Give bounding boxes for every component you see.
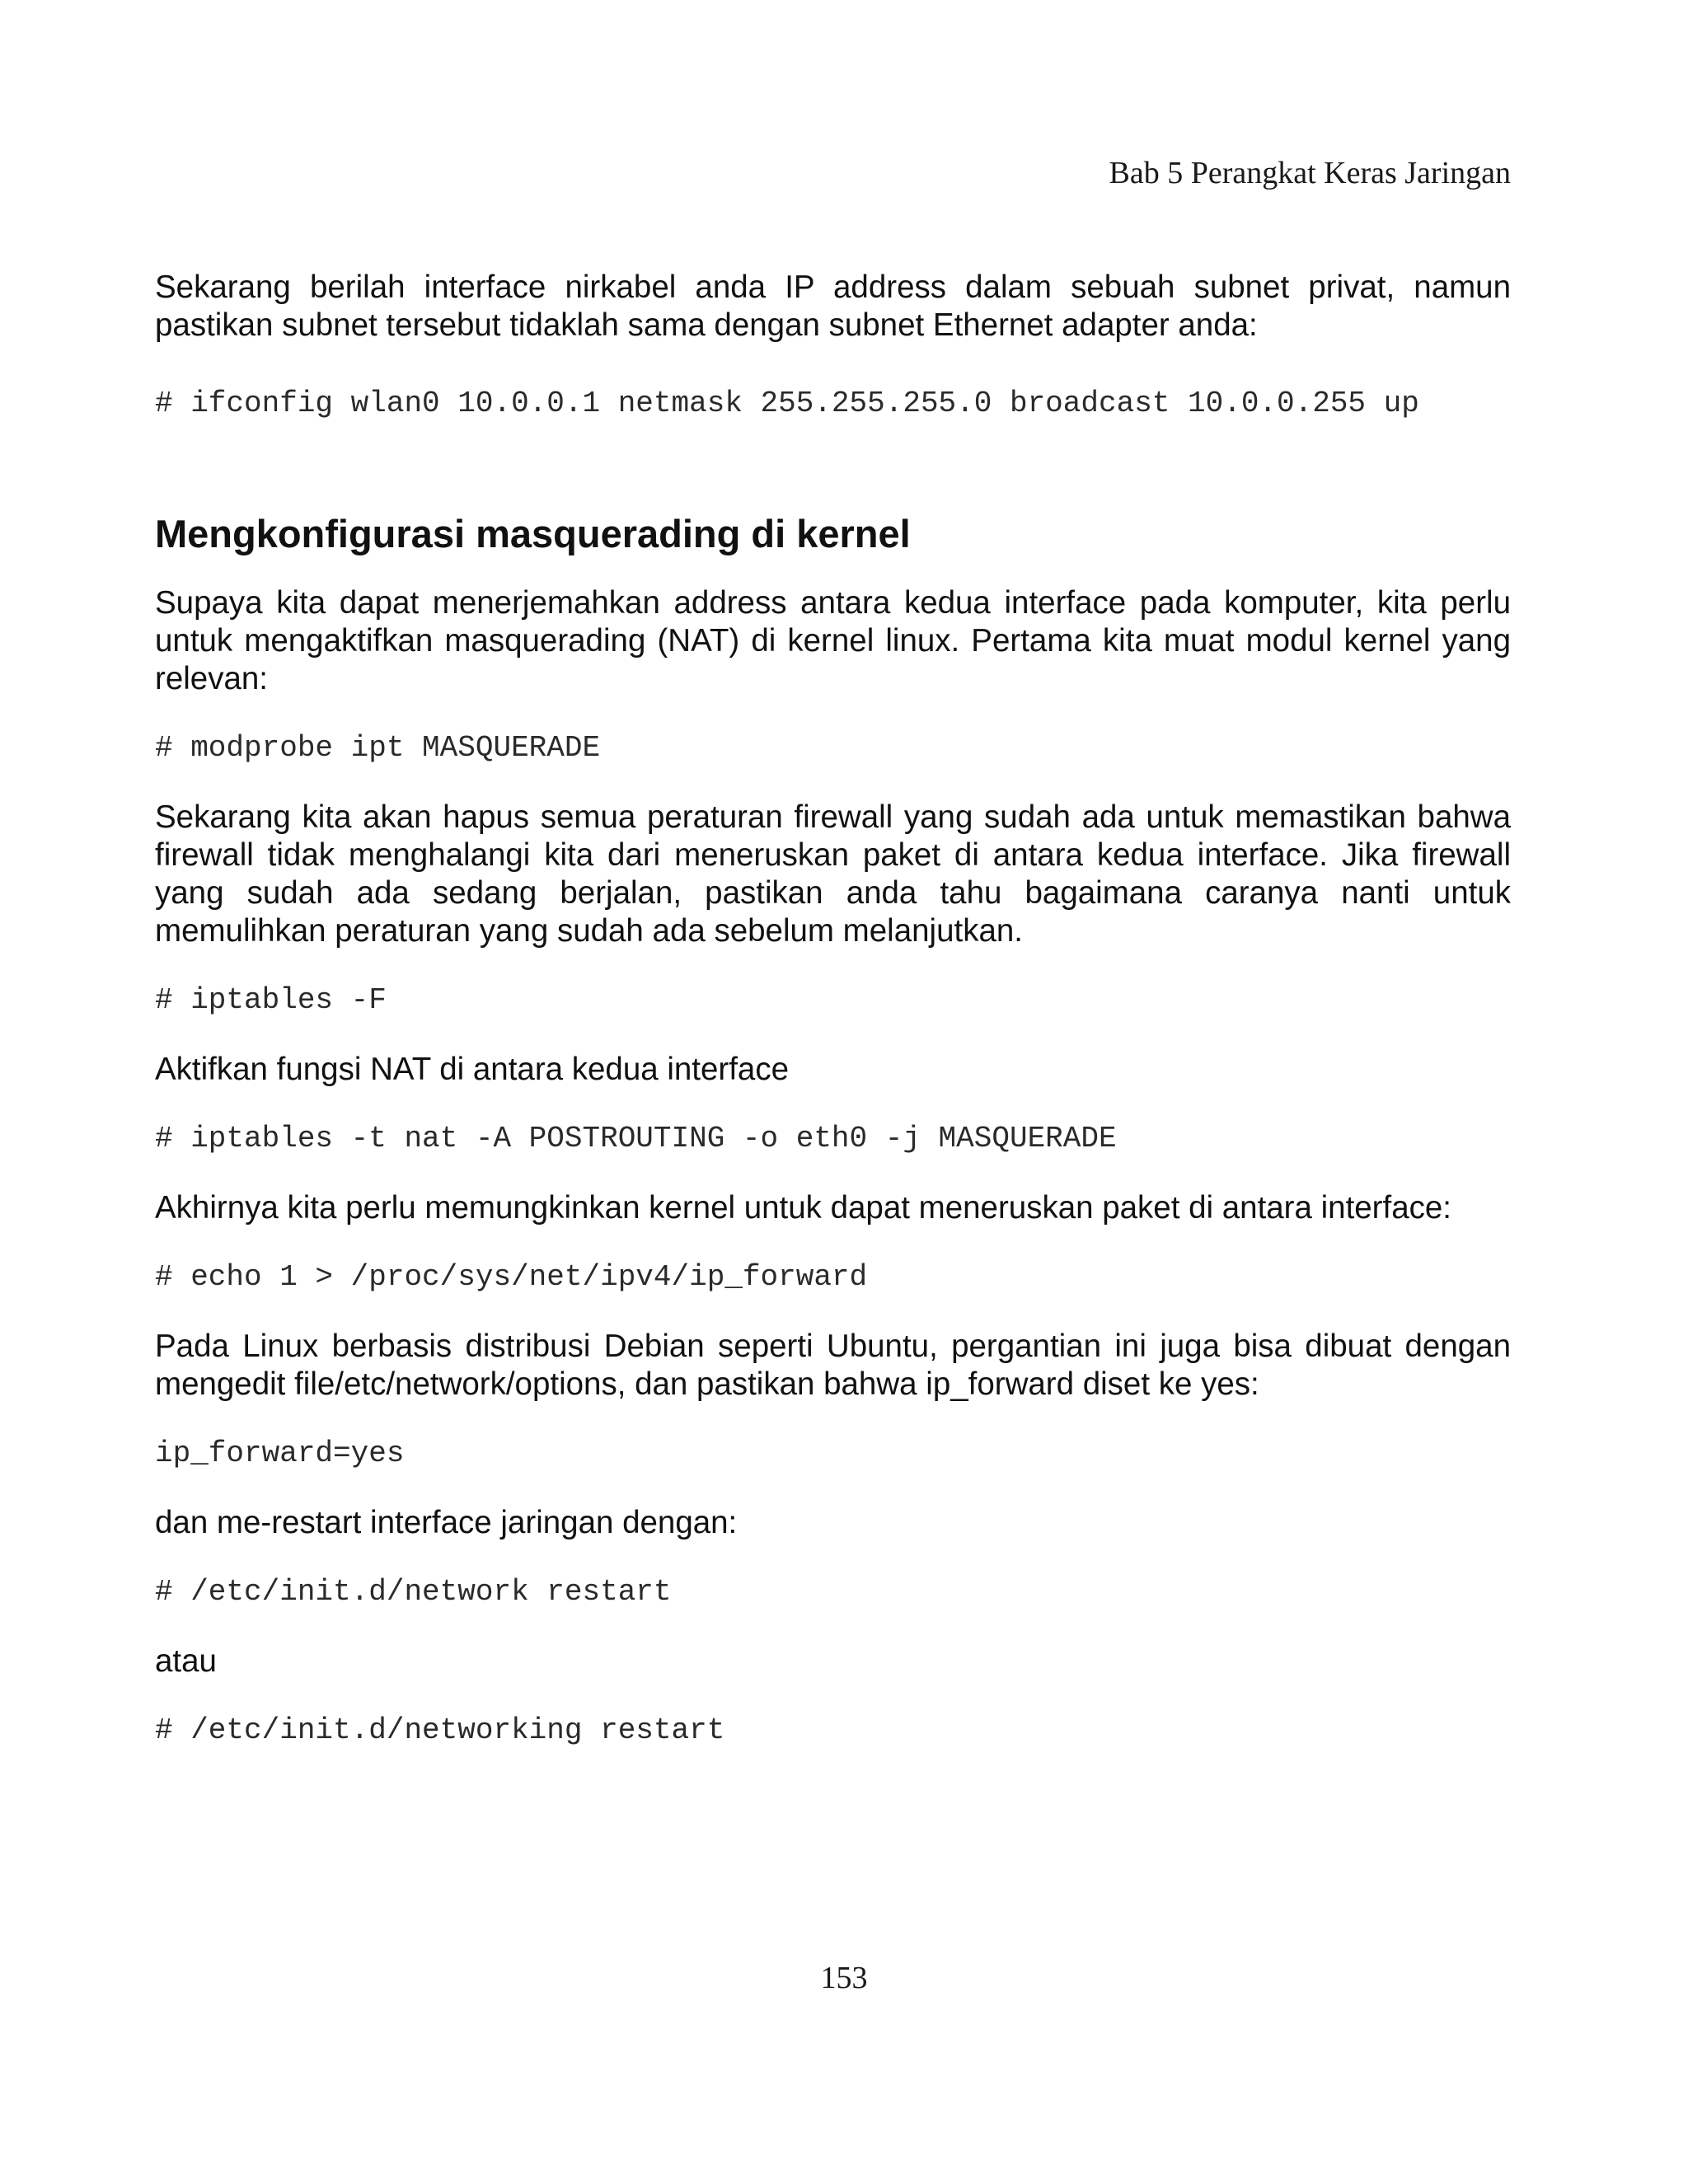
code-ifconfig: # ifconfig wlan0 10.0.0.1 netmask 255.255.255.0 broadcast 10.0.0.255 up — [155, 387, 1419, 420]
page-body — [155, 269, 1511, 1750]
paragraph-ip-forward: Akhirnya kita perlu memungkinkan kernel untuk dapat meneruskan paket di antara interface: — [155, 1190, 1451, 1226]
paragraph-restart-network: dan me-restart interface jaringan dengan: — [155, 1505, 738, 1540]
code-echo-ip-forward: # echo 1 > /proc/sys/net/ipv4/ip_forward — [155, 1260, 868, 1294]
running-header: Bab 5 Perangkat Keras Jaringan — [1109, 156, 1511, 190]
code-ip-forward-yes: ip_forward=yes — [155, 1436, 405, 1470]
paragraph-enable-nat: Supaya kita dapat menerjemahkan address antara kedua interface pada komputer, kita perlu untuk mengaktifkan masquerading (NAT) di kernel linux. Pertama kita muat modul kernel yang relevan: — [155, 585, 1511, 696]
paragraph-or: atau — [155, 1643, 217, 1679]
code-iptables-flush: # iptables -F — [155, 983, 387, 1017]
paragraph-activate-nat: Aktifkan fungsi NAT di antara kedua interface — [155, 1052, 790, 1087]
page-number: 153 — [820, 1961, 868, 1995]
code-networking-restart: # /etc/init.d/networking restart — [155, 1713, 725, 1747]
paragraph-flush-firewall: Sekarang kita akan hapus semua peraturan firewall yang sudah ada untuk memastikan bahwa firewall tidak menghalangi kita dari meneruskan paket di antara kedua interface. Jika firewall yang sudah ada sedang berjalan, pastikan anda tahu bagaimana caranya nanti untuk memulihkan peraturan yang sudah ada sebelum melanjutkan. — [155, 799, 1511, 949]
paragraph-debian-options: Pada Linux berbasis distribusi Debian seperti Ubuntu, pergantian ini juga bisa dibuat dengan mengedit file/etc/network/options, dan pastikan bahwa ip_forward diset ke yes: — [155, 1329, 1511, 1402]
code-iptables-nat: # iptables -t nat -A POSTROUTING -o eth0 -j MASQUERADE — [155, 1122, 1117, 1155]
paragraph-wireless-ip: Sekarang berilah interface nirkabel anda IP address dalam sebuah subnet privat, namun pastikan subnet tersebut tidaklah sama dengan subnet Ethernet adapter anda: — [155, 269, 1511, 343]
section-heading-masquerading: Mengkonfigurasi masquerading di kernel — [155, 512, 911, 555]
code-modprobe: # modprobe ipt MASQUERADE — [155, 731, 601, 765]
code-network-restart: # /etc/init.d/network restart — [155, 1575, 672, 1609]
